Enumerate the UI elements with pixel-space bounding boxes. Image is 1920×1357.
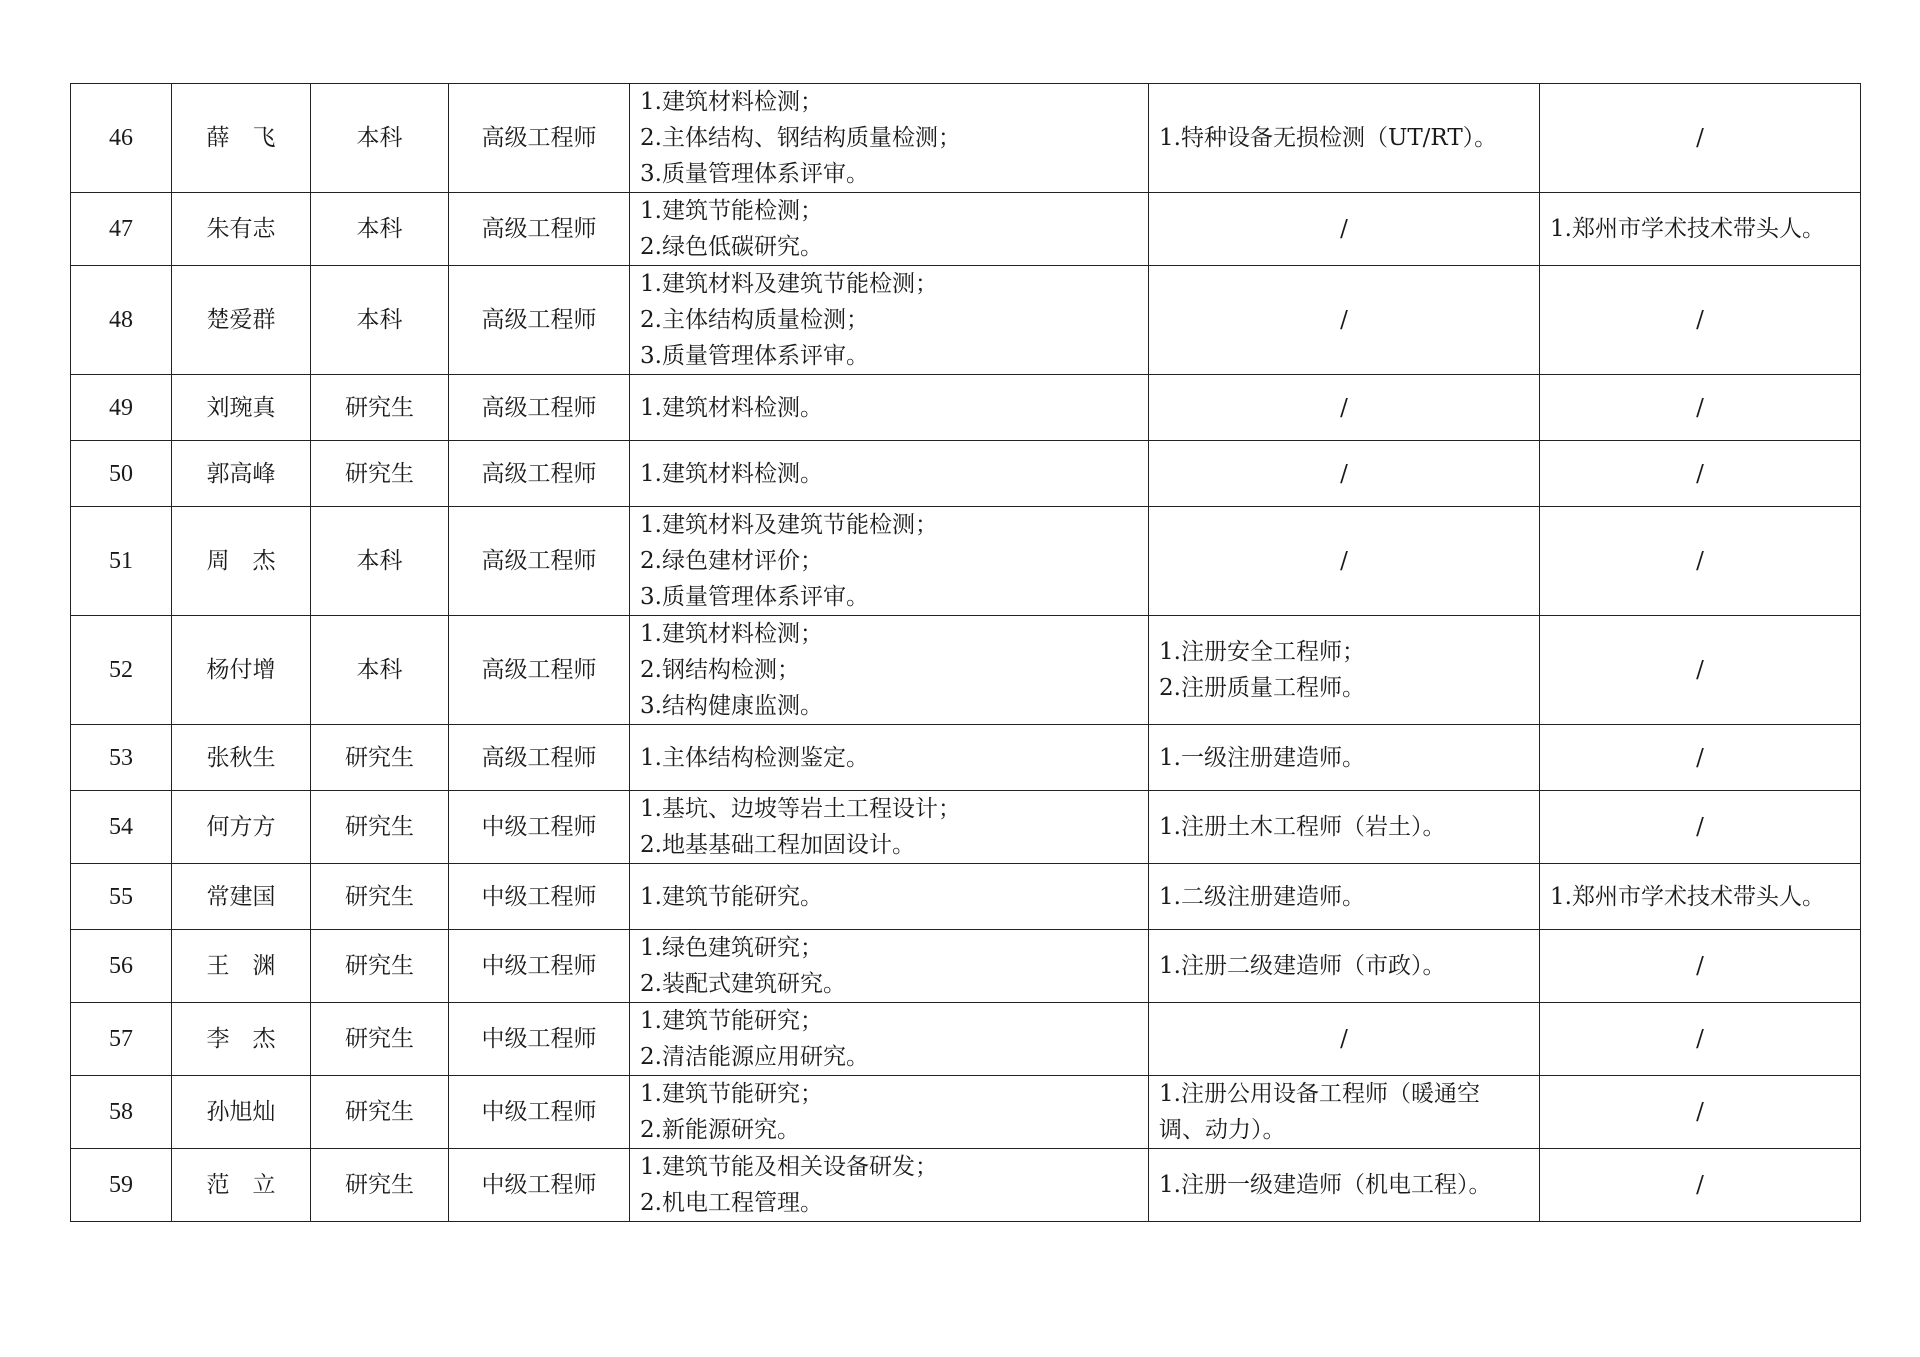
specialties-cell	[630, 930, 1149, 1003]
title-cell: 高级工程师	[449, 725, 630, 791]
honors-cell	[1540, 193, 1861, 266]
specialty-line: 2.机电工程管理。	[640, 1190, 823, 1216]
title-cell: 中级工程师	[449, 791, 630, 864]
name-cell: 周 杰	[172, 507, 311, 616]
qualification-line: /	[1340, 216, 1348, 242]
specialty-line: 1.建筑节能及相关设备研发；	[640, 1154, 938, 1180]
honor-line: 1.郑州市学术技术带头人。	[1550, 883, 1825, 910]
honor-line: /	[1696, 657, 1704, 683]
honor-line: /	[1696, 307, 1704, 333]
row-number-cell: 47	[71, 193, 172, 266]
specialties-cell	[630, 441, 1149, 507]
qualification-line: 1.注册安全工程师；	[1159, 639, 1365, 665]
education-cell: 研究生	[311, 1149, 449, 1222]
row-number-cell: 49	[71, 375, 172, 441]
qualifications-cell	[1149, 375, 1540, 441]
title-cell: 中级工程师	[449, 1149, 630, 1222]
specialty-line: 1.建筑材料检测；	[640, 89, 823, 115]
table-row	[71, 791, 1861, 864]
qualifications-cell	[1149, 84, 1540, 193]
honors-cell	[1540, 507, 1861, 616]
qualifications-cell	[1149, 725, 1540, 791]
honor-line: /	[1696, 1026, 1704, 1052]
name-cell: 张秋生	[172, 725, 311, 791]
staff-table-container	[70, 83, 1861, 1222]
honor-line: 1.郑州市学术技术带头人。	[1550, 216, 1825, 242]
specialty-line: 1.建筑材料及建筑节能检测；	[640, 512, 938, 538]
row-number-cell: 58	[71, 1076, 172, 1149]
name-cell: 楚爱群	[172, 266, 311, 375]
table-row	[71, 84, 1861, 193]
specialties-cell	[630, 507, 1149, 616]
table-row	[71, 1076, 1861, 1149]
table-row	[71, 930, 1861, 1003]
qualification-line: 1.注册二级建造师（市政）。	[1159, 953, 1446, 979]
name-cell: 何方方	[172, 791, 311, 864]
honor-line: /	[1696, 394, 1704, 421]
specialty-line: 2.新能源研究。	[640, 1117, 800, 1143]
qualification-line: /	[1340, 548, 1348, 574]
staff-table-body	[71, 84, 1861, 1222]
name-cell: 范 立	[172, 1149, 311, 1222]
honors-cell	[1540, 791, 1861, 864]
honors-cell	[1540, 930, 1861, 1003]
specialties-cell	[630, 193, 1149, 266]
education-cell: 本科	[311, 616, 449, 725]
name-cell: 朱有志	[172, 193, 311, 266]
row-number-cell: 53	[71, 725, 172, 791]
title-cell: 高级工程师	[449, 84, 630, 193]
row-number-cell: 59	[71, 1149, 172, 1222]
honors-cell	[1540, 1003, 1861, 1076]
honors-cell	[1540, 441, 1861, 507]
qualifications-cell	[1149, 507, 1540, 616]
specialty-line: 3.结构健康监测。	[640, 693, 823, 719]
specialties-cell	[630, 864, 1149, 930]
row-number-cell: 51	[71, 507, 172, 616]
table-row	[71, 1003, 1861, 1076]
education-cell: 本科	[311, 507, 449, 616]
specialty-line: 2.绿色建材评价；	[640, 548, 823, 574]
qualification-line: /	[1340, 1026, 1348, 1052]
specialty-line: 2.钢结构检测；	[640, 657, 800, 683]
specialties-cell	[630, 1149, 1149, 1222]
qualifications-cell	[1149, 930, 1540, 1003]
education-cell: 研究生	[311, 864, 449, 930]
honor-line: /	[1696, 953, 1704, 979]
honors-cell	[1540, 375, 1861, 441]
honors-cell	[1540, 725, 1861, 791]
education-cell: 研究生	[311, 725, 449, 791]
specialties-cell	[630, 1076, 1149, 1149]
specialty-line: 1.建筑材料检测。	[640, 460, 823, 487]
education-cell: 研究生	[311, 375, 449, 441]
qualifications-cell	[1149, 193, 1540, 266]
qualifications-cell	[1149, 864, 1540, 930]
qualification-line: /	[1340, 307, 1348, 333]
specialty-line: 2.主体结构质量检测；	[640, 307, 869, 333]
name-cell: 杨付增	[172, 616, 311, 725]
qualifications-cell	[1149, 266, 1540, 375]
honors-cell	[1540, 266, 1861, 375]
education-cell: 研究生	[311, 1003, 449, 1076]
name-cell: 孙旭灿	[172, 1076, 311, 1149]
qualification-line: /	[1340, 460, 1348, 487]
table-row	[71, 266, 1861, 375]
education-cell: 研究生	[311, 791, 449, 864]
qualification-line: 1.注册一级建造师（机电工程）。	[1159, 1172, 1492, 1198]
title-cell: 高级工程师	[449, 507, 630, 616]
specialty-line: 1.建筑材料检测；	[640, 621, 823, 647]
education-cell: 研究生	[311, 1076, 449, 1149]
qualification-line: 1.特种设备无损检测（UT/RT）。	[1159, 125, 1498, 151]
name-cell: 常建国	[172, 864, 311, 930]
qualification-line: /	[1340, 394, 1348, 421]
specialty-line: 1.基坑、边坡等岩土工程设计；	[640, 796, 961, 822]
table-row	[71, 725, 1861, 791]
specialty-line: 2.地基基础工程加固设计。	[640, 832, 915, 858]
table-row	[71, 864, 1861, 930]
title-cell: 中级工程师	[449, 930, 630, 1003]
title-cell: 中级工程师	[449, 864, 630, 930]
specialty-line: 1.建筑材料检测。	[640, 394, 823, 421]
title-cell: 中级工程师	[449, 1076, 630, 1149]
specialties-cell	[630, 1003, 1149, 1076]
qualification-line: 2.注册质量工程师。	[1159, 675, 1365, 701]
table-row	[71, 507, 1861, 616]
row-number-cell: 48	[71, 266, 172, 375]
table-row	[71, 375, 1861, 441]
row-number-cell: 55	[71, 864, 172, 930]
name-cell: 薛 飞	[172, 84, 311, 193]
qualification-line: 调、动力）。	[1159, 1117, 1286, 1143]
honor-line: /	[1696, 814, 1704, 840]
honor-line: /	[1696, 460, 1704, 487]
qualifications-cell	[1149, 791, 1540, 864]
honors-cell	[1540, 1149, 1861, 1222]
education-cell: 研究生	[311, 441, 449, 507]
specialty-line: 2.清洁能源应用研究。	[640, 1044, 869, 1070]
name-cell: 郭高峰	[172, 441, 311, 507]
education-cell: 研究生	[311, 930, 449, 1003]
education-cell: 本科	[311, 193, 449, 266]
specialty-line: 3.质量管理体系评审。	[640, 584, 869, 610]
specialties-cell	[630, 791, 1149, 864]
specialties-cell	[630, 84, 1149, 193]
row-number-cell: 57	[71, 1003, 172, 1076]
table-row	[71, 616, 1861, 725]
row-number-cell: 50	[71, 441, 172, 507]
table-row	[71, 441, 1861, 507]
table-row	[71, 193, 1861, 266]
qualifications-cell	[1149, 1076, 1540, 1149]
row-number-cell: 56	[71, 930, 172, 1003]
title-cell: 高级工程师	[449, 193, 630, 266]
row-number-cell: 54	[71, 791, 172, 864]
qualifications-cell	[1149, 1003, 1540, 1076]
specialty-line: 2.主体结构、钢结构质量检测；	[640, 125, 961, 151]
education-cell: 本科	[311, 266, 449, 375]
title-cell: 高级工程师	[449, 266, 630, 375]
specialty-line: 1.建筑节能研究；	[640, 1008, 823, 1034]
honor-line: /	[1696, 125, 1704, 151]
qualification-line: 1.一级注册建造师。	[1159, 744, 1365, 771]
row-number-cell: 46	[71, 84, 172, 193]
name-cell: 王 渊	[172, 930, 311, 1003]
specialty-line: 1.建筑材料及建筑节能检测；	[640, 271, 938, 297]
staff-table	[70, 83, 1861, 1222]
honor-line: /	[1696, 1172, 1704, 1198]
honor-line: /	[1696, 548, 1704, 574]
specialties-cell	[630, 266, 1149, 375]
specialty-line: 1.建筑节能检测；	[640, 198, 823, 224]
qualification-line: 1.注册公用设备工程师（暖通空	[1159, 1081, 1480, 1107]
specialty-line: 2.绿色低碳研究。	[640, 234, 823, 260]
qualifications-cell	[1149, 1149, 1540, 1222]
title-cell: 高级工程师	[449, 375, 630, 441]
honor-line: /	[1696, 744, 1704, 771]
row-number-cell: 52	[71, 616, 172, 725]
table-row	[71, 1149, 1861, 1222]
honor-line: /	[1696, 1099, 1704, 1125]
honors-cell	[1540, 84, 1861, 193]
education-cell: 本科	[311, 84, 449, 193]
qualifications-cell	[1149, 441, 1540, 507]
name-cell: 刘琬真	[172, 375, 311, 441]
specialties-cell	[630, 616, 1149, 725]
specialty-line: 1.绿色建筑研究；	[640, 935, 823, 961]
honors-cell	[1540, 1076, 1861, 1149]
specialties-cell	[630, 725, 1149, 791]
honors-cell	[1540, 616, 1861, 725]
title-cell: 高级工程师	[449, 616, 630, 725]
name-cell: 李 杰	[172, 1003, 311, 1076]
qualification-line: 1.二级注册建造师。	[1159, 883, 1365, 910]
specialty-line: 1.建筑节能研究；	[640, 1081, 823, 1107]
specialty-line: 1.主体结构检测鉴定。	[640, 744, 869, 771]
specialty-line: 1.建筑节能研究。	[640, 883, 823, 910]
qualification-line: 1.注册土木工程师（岩土）。	[1159, 814, 1446, 840]
specialties-cell	[630, 375, 1149, 441]
honors-cell	[1540, 864, 1861, 930]
specialty-line: 3.质量管理体系评审。	[640, 343, 869, 369]
specialty-line: 3.质量管理体系评审。	[640, 161, 869, 187]
title-cell: 高级工程师	[449, 441, 630, 507]
title-cell: 中级工程师	[449, 1003, 630, 1076]
specialty-line: 2.装配式建筑研究。	[640, 971, 846, 997]
qualifications-cell	[1149, 616, 1540, 725]
